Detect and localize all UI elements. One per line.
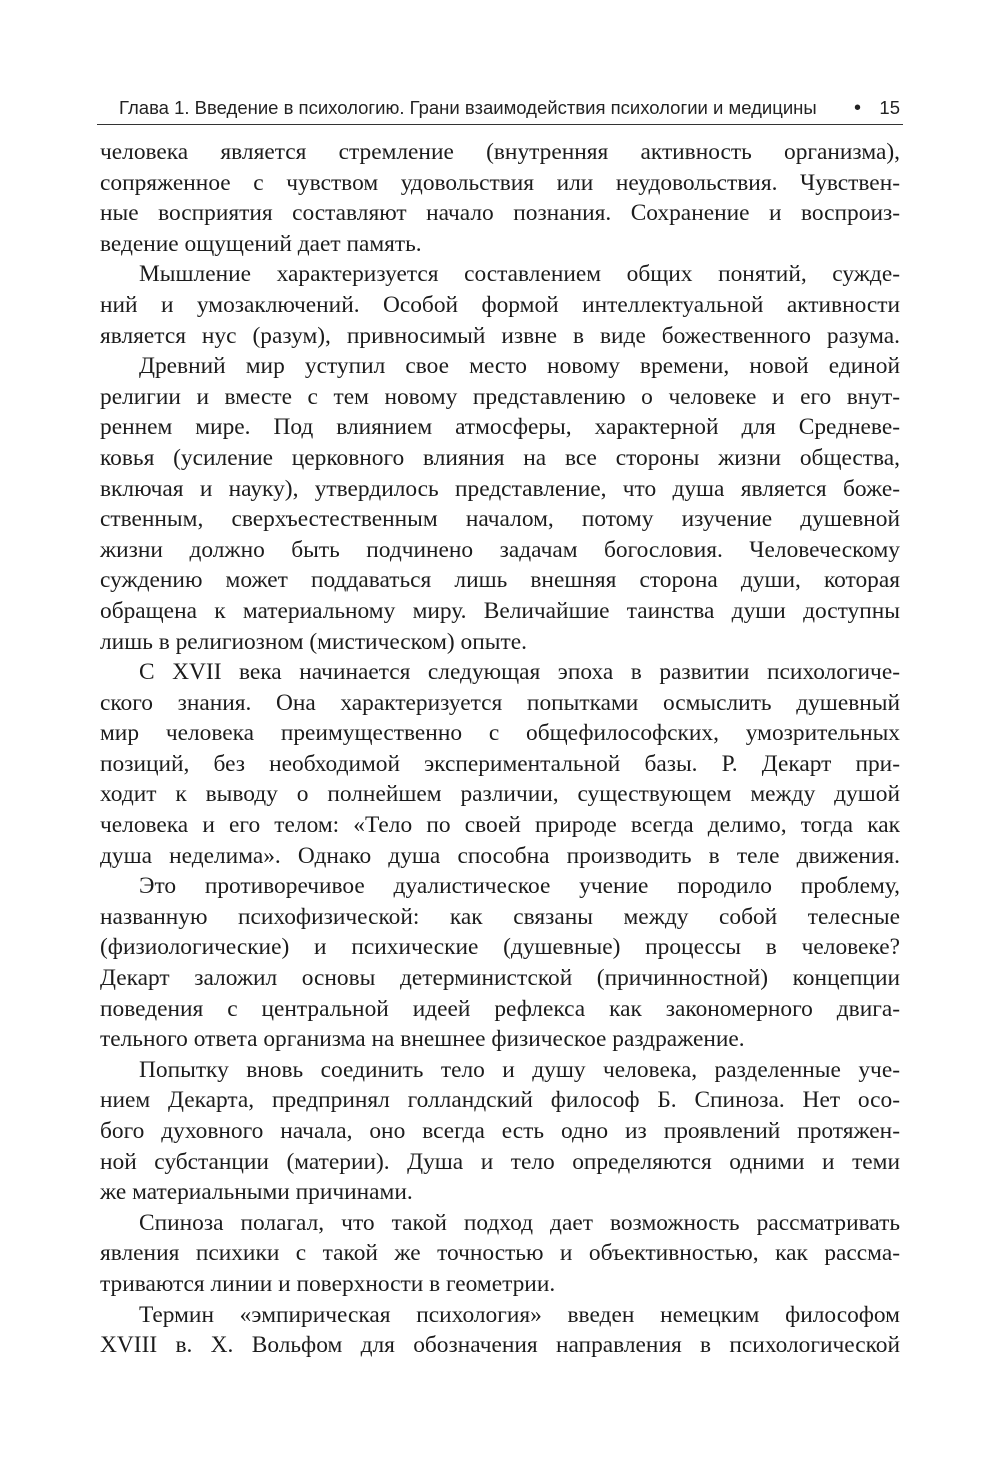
text-line: ной субстанции (материи). Душа и тело определяются одними и теми	[100, 1148, 900, 1175]
text-line: Спиноза полагал, что такой подход дает возможность рассматривать	[139, 1209, 900, 1236]
running-title: Глава 1. Введение в психологию. Грани взаимодействия психологии и медицины	[119, 97, 817, 118]
text-body	[100, 137, 900, 1361]
text-line: триваются линии и поверхности в геометрии.	[100, 1270, 556, 1297]
text-line: XVIII в. Х. Вольфом для обозначения направления в психологической	[100, 1332, 900, 1359]
text-line: ковья (усиление церковного влияния на все стороны жизни общества,	[100, 444, 900, 471]
text-line: Термин «эмпирическая психология» введен немецким философом	[139, 1301, 900, 1328]
text-line: ского знания. Она характеризуется попытками осмыслить душевный	[100, 689, 900, 716]
text-line: религии и вместе с тем новому представлению о человеке и его внут-	[100, 383, 900, 410]
text-line: сопряженное с чувством удовольствия или неудовольствия. Чувствен-	[100, 169, 900, 196]
text-line: ведение ощущений дает память.	[100, 230, 422, 257]
text-line: нием Декарта, предпринял голландский философ Б. Спиноза. Нет осо-	[100, 1087, 900, 1114]
page-number: 15	[879, 97, 900, 118]
text-line: ний и умозаключений. Особой формой интеллектуальной активности	[100, 291, 900, 318]
text-line: Мышление характеризуется составлением общих понятий, сужде-	[139, 261, 900, 288]
text-line: ственным, сверхъестественным началом, потому изучение душевной	[100, 506, 900, 533]
text-line: жизни должно быть подчинено задачам богословия. Человеческому	[100, 536, 900, 563]
text-line: включая и науку), утвердилось представление, что душа является боже-	[100, 475, 900, 502]
text-line: Древний мир уступил свое место новому времени, новой единой	[139, 353, 900, 380]
text-line: является нус (разум), привносимый извне в виде божественного разума.	[100, 322, 900, 349]
text-line: обращена к материальному миру. Величайшие таинства души доступны	[100, 597, 900, 624]
text-line: явления психики с такой же точностью и объективностью, как рассма-	[100, 1240, 900, 1267]
text-line: Это противоречивое дуалистическое учение породило проблему,	[139, 873, 900, 900]
text-line: мир человека преимущественно с общефилософских, умозрительных	[100, 720, 900, 747]
text-line: бого духовного начала, оно всегда есть одно из проявлений протяжен-	[100, 1118, 900, 1144]
text-line: позиций, без необходимой экспериментальной базы. Р. Декарт при-	[100, 750, 900, 777]
text-line: ные восприятия составляют начало познания. Сохранение и воспроиз-	[100, 200, 900, 227]
text-line: душа неделима». Однако душа способна производить в теле движения.	[100, 842, 900, 869]
text-line: (физиологические) и психические (душевные) процессы в человеке?	[100, 934, 900, 961]
bullet-separator: •	[853, 97, 861, 119]
text-line: суждению может поддаваться лишь внешняя сторона души, которая	[100, 567, 900, 594]
text-line: человека и его телом: «Тело по своей природе всегда делимо, тогда как	[100, 812, 900, 839]
text-line: лишь в религиозном (мистическом) опыте.	[100, 628, 527, 655]
text-line: Декарт заложил основы детерминистской (причинностной) концепции	[100, 965, 900, 992]
text-line: С XVII века начинается следующая эпоха в развитии психологиче-	[139, 659, 900, 686]
text-line: же материальными причинами.	[100, 1179, 413, 1206]
text-line: тельного ответа организма на внешнее физическое раздражение.	[100, 1026, 745, 1053]
text-line: ходит к выводу о полнейшем различии, существующем между душой	[100, 781, 900, 808]
text-line: поведения с центральной идеей рефлекса как закономерного двига-	[100, 995, 900, 1022]
text-line: реннем мире. Под влиянием атмосферы, характерной для Средневе-	[100, 414, 900, 441]
text-line: названную психофизической: как связаны между собой телесные	[100, 903, 900, 930]
text-line: Попытку вновь соединить тело и душу человека, разделенные уче-	[139, 1056, 900, 1083]
text-line: человека является стремление (внутренняя активность организма),	[100, 139, 900, 165]
running-header	[97, 92, 903, 125]
